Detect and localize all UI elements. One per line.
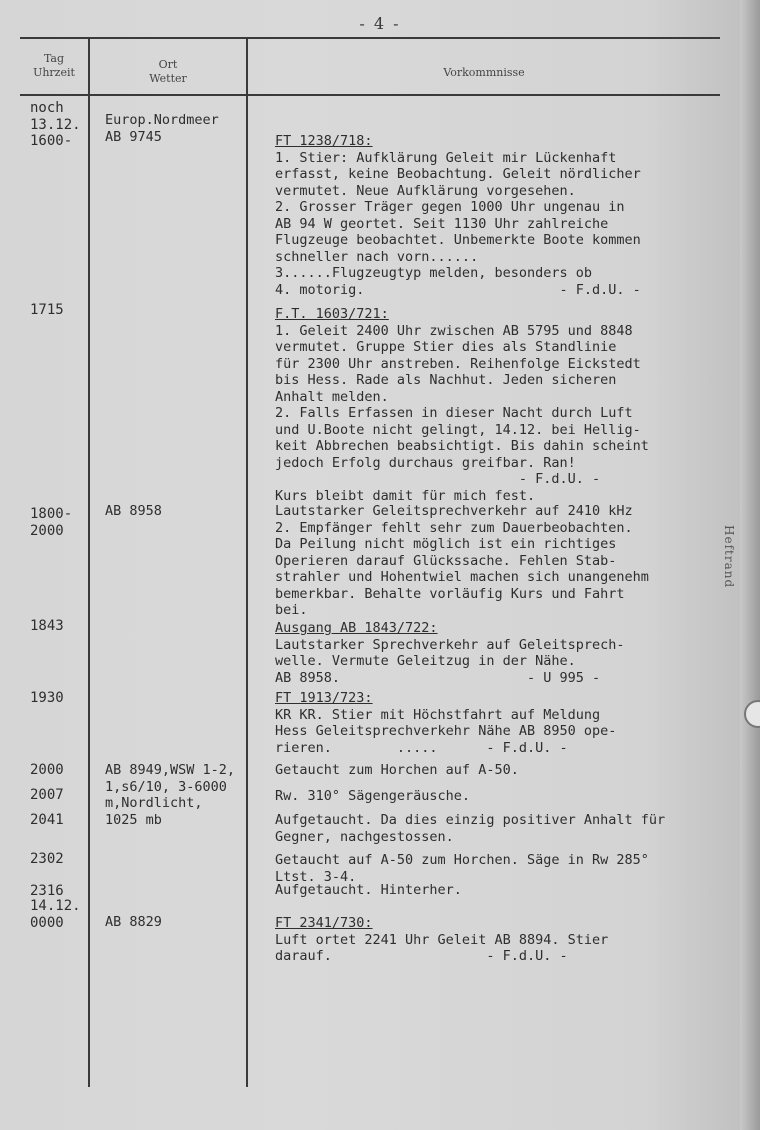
event-line: strahler und Hohentwiel machen sich unangenehm xyxy=(275,569,649,585)
entry-place-weather: AB 8958 xyxy=(105,503,162,519)
event-line: und U.Boote nicht gelingt, 14.12. bei Hellig- xyxy=(275,421,641,438)
event-line: Ltst. 3-4. xyxy=(275,868,357,885)
entry-time: 1800- 2000 xyxy=(30,506,73,539)
event-line: 2. Grosser Träger gegen 1000 Uhr ungenau in xyxy=(275,199,625,215)
entry-events xyxy=(275,620,745,686)
event-line: Getaucht auf A-50 zum Horchen. Säge in Rw 285° xyxy=(275,852,649,868)
header-weather: Wetter xyxy=(149,72,187,85)
entry-time: 2302 xyxy=(30,851,64,867)
radio-message-reference: FT 1913/723: xyxy=(275,690,373,706)
entry-time: 2316 xyxy=(30,883,64,899)
event-line: für 2300 Uhr anstreben. Reihenfolge Eickstedt xyxy=(275,355,641,372)
entry-events xyxy=(275,133,745,298)
event-line: bemerkbar. Behalte vorläufig Kurs und Fahrt xyxy=(275,585,625,602)
event-line: schneller nach vorn...... xyxy=(275,248,479,265)
event-line: Kurs bleibt damit für mich fest. xyxy=(275,487,536,504)
event-line: 4. motorig. - F.d.U. - xyxy=(275,281,641,298)
table-header-rule xyxy=(20,94,720,96)
event-line: 1. Geleit 2400 Uhr zwischen AB 5795 und 8848 xyxy=(275,322,633,339)
event-line: erfasst, keine Beobachtung. Geleit nördlicher xyxy=(275,166,641,182)
event-line: Da Peilung nicht möglich ist ein richtiges xyxy=(275,536,617,552)
header-day: Tag xyxy=(43,52,65,65)
event-line: Rw. 310° Sägengeräusche. xyxy=(275,788,471,804)
entry-time: 14.12. 0000 xyxy=(30,898,81,931)
event-line: 2. Empfänger fehlt sehr zum Dauerbeobachten. xyxy=(275,519,633,536)
entry-events xyxy=(275,762,745,779)
event-line: darauf. - F.d.U. - xyxy=(275,948,568,964)
table-top-rule xyxy=(20,37,720,39)
event-line: AB 8958. - U 995 - xyxy=(275,669,601,686)
event-line: Aufgetaucht. Da dies einzig positiver Anhalt für xyxy=(275,812,666,828)
event-line: 3......Flugzeugtyp melden, besonders ob xyxy=(275,265,592,281)
radio-message-reference: FT 2341/730: xyxy=(275,915,373,931)
entry-time: 2000 xyxy=(30,762,64,778)
margin-note: Heftrand xyxy=(722,525,736,589)
entry-events xyxy=(275,915,745,965)
event-line: Gegner, nachgestossen. xyxy=(275,828,454,845)
entry-time: 2041 xyxy=(30,812,64,828)
event-line: Aufgetaucht. Hinterher. xyxy=(275,882,462,898)
header-place-weather xyxy=(92,58,244,86)
event-line: Flugzeuge beobachtet. Unbemerkte Boote kommen xyxy=(275,232,641,248)
event-line: Getaucht zum Horchen auf A-50. xyxy=(275,762,519,778)
radio-message-reference: F.T. 1603/721: xyxy=(275,306,389,322)
event-line: welle. Vermute Geleitzug in der Nähe. xyxy=(275,653,576,669)
header-place: Ort xyxy=(158,58,178,71)
entry-time: 1715 xyxy=(30,302,64,318)
event-line: Lautstarker Geleitsprechverkehr auf 2410 kHz xyxy=(275,503,633,519)
entry-events xyxy=(275,306,745,504)
entry-time: 2007 xyxy=(30,787,64,803)
entry-place-weather: Europ.Nordmeer AB 9745 xyxy=(105,112,219,145)
event-line: bei. xyxy=(275,602,308,618)
entry-events xyxy=(275,882,745,899)
event-line: vermutet. Gruppe Stier dies als Standlinie xyxy=(275,339,617,355)
entry-events xyxy=(275,788,745,805)
event-line: keit Abbrechen beabsichtigt. Bis dahin scheint xyxy=(275,438,649,454)
header-date-time xyxy=(22,52,86,80)
entry-place-weather: AB 8949,WSW 1-2, 1,s6/10, 3-6000 m,Nordlicht, 1025 mb xyxy=(105,762,236,828)
entry-events xyxy=(275,690,745,756)
entry-events xyxy=(275,852,745,885)
page-number: - 4 - xyxy=(359,14,401,33)
event-line: Operieren darauf Glückssache. Fehlen Stab- xyxy=(275,552,617,569)
header-events: Vorkommnisse xyxy=(443,66,525,79)
event-line: - F.d.U. - xyxy=(275,471,601,487)
event-line: jedoch Erfolg durchaus greifbar. Ran! xyxy=(275,454,576,471)
event-line: Anhalt melden. xyxy=(275,388,389,405)
event-line: vermutet. Neue Aufklärung vorgesehen. xyxy=(275,182,576,199)
entry-place-weather: AB 8829 xyxy=(105,914,162,930)
entry-time: noch 13.12. 1600- xyxy=(30,100,81,149)
event-line: KR KR. Stier mit Höchstfahrt auf Meldung xyxy=(275,706,601,723)
event-line: rieren. ..... - F.d.U. - xyxy=(275,739,568,756)
event-line: AB 94 W geortet. Seit 1130 Uhr zahlreiche xyxy=(275,215,609,232)
entry-time: 1843 xyxy=(30,618,64,634)
event-line: 2. Falls Erfassen in dieser Nacht durch Luft xyxy=(275,405,633,421)
event-line: Hess Geleitsprechverkehr Nähe AB 8950 ope- xyxy=(275,723,617,739)
radio-message-reference: Ausgang AB 1843/722: xyxy=(275,620,438,636)
event-line: 1. Stier: Aufklärung Geleit mir Lückenhaft xyxy=(275,149,617,166)
event-line: Lautstarker Sprechverkehr auf Geleitsprech- xyxy=(275,636,625,653)
event-line: bis Hess. Rade als Nachhut. Jeden sicheren xyxy=(275,372,617,388)
event-line: Luft ortet 2241 Uhr Geleit AB 8894. Stier xyxy=(275,931,609,948)
entry-events xyxy=(275,503,745,619)
header-time: Uhrzeit xyxy=(33,66,75,79)
entry-time: 1930 xyxy=(30,690,64,706)
radio-message-reference: FT 1238/718: xyxy=(275,133,373,149)
entry-events xyxy=(275,812,745,845)
